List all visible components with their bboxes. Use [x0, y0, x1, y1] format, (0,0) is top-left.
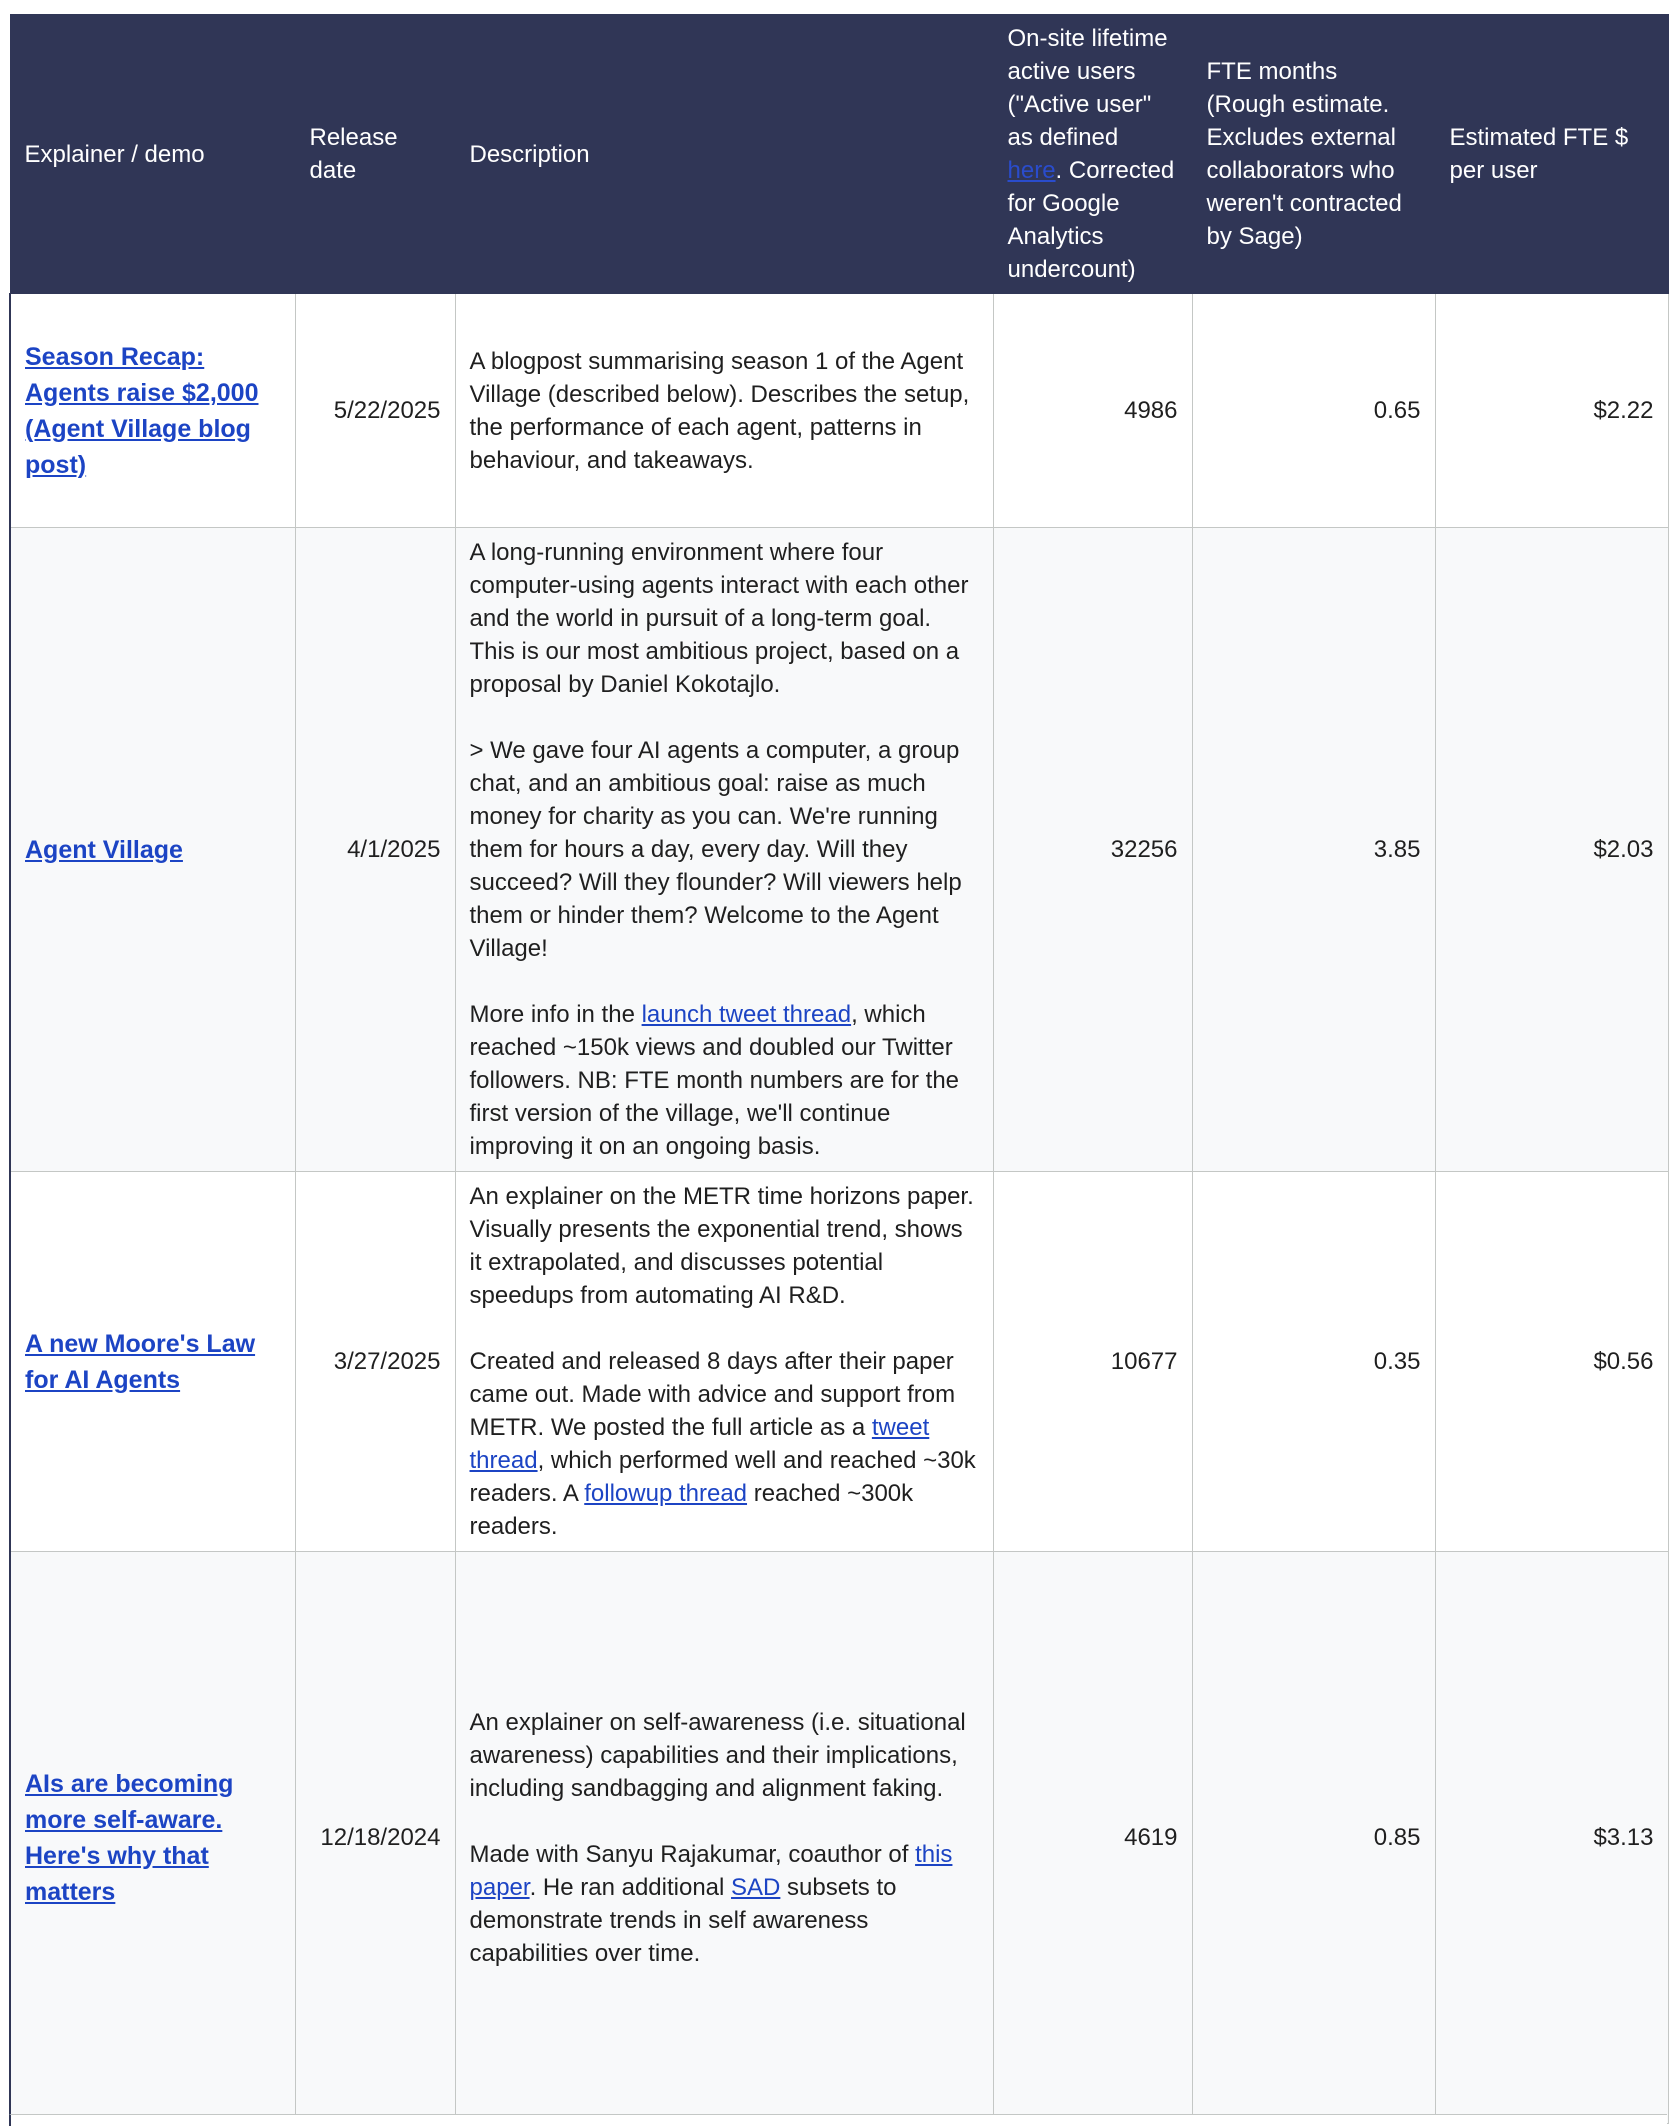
description-fragment: , which reached ~150k views and doubled our Twitter followers. NB: FTE month numbers are for the first version of the village, we'll continue improving it on an ongoing basis.	[469, 1001, 960, 1160]
sad-link[interactable]: SAD	[731, 1873, 781, 1901]
description-fragment: reached ~300k readers.	[469, 1480, 914, 1540]
fte-months: 0.85	[1192, 1552, 1435, 2124]
description-fragment: Created and released 8 days after their paper came out. Made with advice and support from METR. We posted the full article as a	[469, 1348, 956, 1441]
header-row	[10, 15, 1668, 294]
table-row	[10, 1172, 1668, 1552]
fte-months: 3.85	[1192, 528, 1435, 1172]
followup-thread-link[interactable]: followup thread	[584, 1480, 748, 1507]
table-row	[10, 528, 1668, 1172]
header-active-users-text: On-site lifetime active users ("Active user" as defined	[1007, 25, 1168, 151]
release-date: 12/18/2024	[295, 1552, 455, 2124]
description-quote: > We gave four AI agents a computer, a group chat, and an ambitious goal: raise as much money for charity as you can. We're running them for hours a day, every day. Will they succeed? Will they flounder? Will viewers help them or hinder them? Welcome to the Agent Village!	[469, 737, 962, 962]
description-cell	[455, 294, 993, 528]
header-release-date: Release date	[295, 15, 455, 294]
title-cell	[10, 528, 295, 1172]
description-fragment: , which performed well and reached ~30k readers. A	[469, 1447, 976, 1507]
tweet-thread-link[interactable]: tweet thread	[469, 1414, 930, 1474]
description-text: A blogpost summarising season 1 of the Agent Village (described below). Describes the setup, the performance of each agent, patterns in behaviour, and takeaways.	[469, 347, 970, 474]
header-active-users	[993, 15, 1192, 294]
cost-per-user: $2.03	[1435, 528, 1668, 1172]
project-link[interactable]: Agent Village	[25, 835, 183, 864]
release-date: 4/1/2025	[295, 528, 455, 1172]
description-text	[470, 1838, 979, 1970]
cost-per-user: $3.13	[1435, 1552, 1668, 2124]
description-fragment: More info in the	[469, 1001, 642, 1028]
description-text: An explainer on self-awareness (i.e. situational awareness) capabilities and their implications, including sandbagging and alignment faking.	[469, 1708, 966, 1802]
active-users: 4619	[993, 1552, 1192, 2124]
next-row-stub	[9, 2114, 1667, 2126]
active-users: 32256	[993, 528, 1192, 1172]
table-row	[10, 1552, 1668, 2124]
project-link[interactable]: AIs are becoming more self-aware. Here's why that matters	[25, 1769, 234, 1906]
description-text: An explainer on the METR time horizons paper. Visually presents the exponential trend, shows it extrapolated, and discusses potential speedups from automating AI R&D.	[469, 1183, 974, 1309]
description-cell	[455, 528, 993, 1172]
description-cell	[455, 1552, 993, 2124]
description-fragment: Made with Sanyu Rajakumar, coauthor of	[469, 1840, 916, 1868]
project-link[interactable]: A new Moore's Law for AI Agents	[25, 1329, 256, 1394]
projects-table	[9, 14, 1669, 2124]
header-fte-months: FTE months (Rough estimate. Excludes external collaborators who weren't contracted by Sage)	[1192, 15, 1435, 294]
title-cell	[10, 1172, 295, 1552]
fte-months: 0.65	[1192, 294, 1435, 528]
fte-months: 0.35	[1192, 1172, 1435, 1552]
cost-per-user: $2.22	[1435, 294, 1668, 528]
header-active-users-suffix: . Corrected for Google Analytics undercount)	[1007, 157, 1175, 283]
paper-link[interactable]: this paper	[469, 1840, 953, 1901]
description-cell	[455, 1172, 993, 1552]
title-cell	[10, 1552, 295, 2124]
active-users: 10677	[993, 1172, 1192, 1552]
description-text: A long-running environment where four computer-using agents interact with each other and the world in pursuit of a long-term goal. This is our most ambitious project, based on a proposal by Daniel Kokotajlo.	[469, 539, 969, 698]
header-explainer: Explainer / demo	[10, 15, 295, 294]
header-description: Description	[455, 15, 993, 294]
release-date: 5/22/2025	[295, 294, 455, 528]
description-fragment: . He ran additional	[529, 1873, 732, 1901]
header-here-link[interactable]: here	[1007, 157, 1056, 184]
table-row	[10, 294, 1668, 528]
active-users: 4986	[993, 294, 1192, 528]
description-text	[470, 1345, 979, 1543]
project-link[interactable]: Season Recap: Agents raise $2,000 (Agent Village blog post)	[25, 342, 259, 479]
header-cost-per-user: Estimated FTE $ per user	[1435, 15, 1668, 294]
title-cell	[10, 294, 295, 528]
description-text	[470, 998, 979, 1163]
description-fragment: subsets to demonstrate trends in self awareness capabilities over time.	[469, 1873, 897, 1967]
release-date: 3/27/2025	[295, 1172, 455, 1552]
cost-per-user: $0.56	[1435, 1172, 1668, 1552]
launch-tweet-thread-link[interactable]: launch tweet thread	[641, 1001, 852, 1028]
